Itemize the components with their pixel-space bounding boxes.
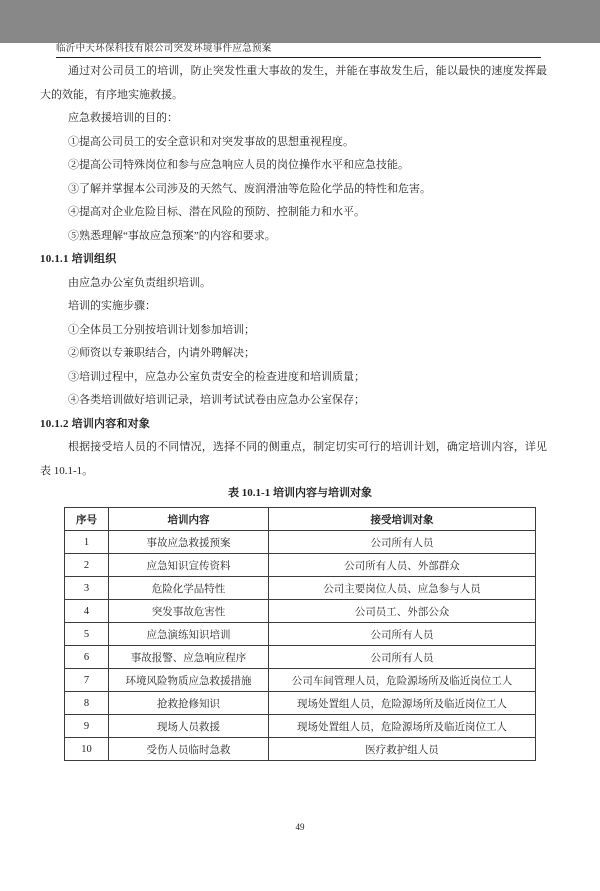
- table-cell: 现场人员救援: [109, 715, 269, 738]
- table-cell: 公司车间管理人员，危险源场所及临近岗位工人: [269, 669, 536, 692]
- paragraph: ②师资以专兼职结合，内请外聘解决；: [68, 347, 255, 359]
- section-heading: 10.1.1 培训组织: [40, 253, 117, 265]
- paragraph: ①提高公司员工的安全意识和对突发事故的思想重视程度。: [68, 135, 354, 148]
- table-cell: 公司所有人员: [269, 531, 536, 554]
- table-cell: 公司所有人员: [269, 623, 536, 646]
- table-row: [65, 554, 536, 577]
- table-row: [65, 577, 536, 600]
- table-cell: 现场处置组人员，危险源场所及临近岗位工人: [269, 715, 536, 738]
- paragraph: ③培训过程中，应急办公室负责安全的检查进度和培训质量；: [68, 370, 365, 383]
- table-cell: 4: [65, 600, 109, 623]
- table-cell: 抢救抢修知识: [109, 692, 269, 715]
- table-cell: 公司所有人员: [269, 646, 536, 669]
- table-cell: 公司所有人员、外部群众: [269, 554, 536, 577]
- table-cell: 2: [65, 554, 109, 577]
- training-table: [64, 507, 536, 761]
- section-heading: 10.1.2 培训内容和对象: [40, 417, 151, 430]
- paragraph: 应急救援培训的目的：: [68, 112, 178, 124]
- paragraph: ②提高公司特殊岗位和参与应急响应人员的岗位操作水平和应急技能。: [68, 159, 409, 171]
- table-row: [65, 531, 536, 554]
- paragraph: ③了解并掌握本公司涉及的天然气、废润滑油等危险化学品的特性和危害。: [68, 182, 431, 195]
- table-row: [65, 600, 536, 623]
- page-header: [56, 43, 541, 58]
- paragraph: 培训的实施步骤：: [68, 300, 156, 312]
- paragraph: 通过对公司员工的培训，防止突发性重大事故的发生，并能在事故发生后，能以最快的速度发挥最大的效能，有序地实施救援。: [40, 65, 547, 101]
- table-row: [65, 623, 536, 646]
- paragraph: ⑤熟悉理解“事故应急预案”的内容和要求。: [68, 229, 276, 242]
- table-cell: 6: [65, 646, 109, 669]
- table-cell: 9: [65, 715, 109, 738]
- table-row: [65, 715, 536, 738]
- document-body: [40, 60, 547, 483]
- table-row: [65, 646, 536, 669]
- table-row: [65, 738, 536, 761]
- table-cell: 应急演练知识培训: [109, 623, 269, 646]
- table-row: [65, 692, 536, 715]
- table-cell: 公司员工、外部公众: [269, 600, 536, 623]
- table-cell: 应急知识宣传资料: [109, 554, 269, 577]
- table-cell: 事故报警、应急响应程序: [109, 646, 269, 669]
- table-header-cell: 培训内容: [109, 508, 269, 531]
- paragraph: 根据接受培人员的不同情况，选择不同的侧重点，制定切实可行的培训计划，确定培训内容，详见表 10.1-1。: [40, 441, 547, 477]
- table-caption: 表 10.1-1 培训内容与培训对象: [228, 487, 372, 499]
- table-header-cell: 序号: [65, 508, 109, 531]
- page-number: 49: [295, 822, 305, 832]
- paragraph: ①全体员工分别按培训计划参加培训；: [68, 323, 255, 336]
- table-cell: 突发事故危害性: [109, 600, 269, 623]
- table-header-cell: 接受培训对象: [269, 508, 536, 531]
- table-cell: 5: [65, 623, 109, 646]
- table-cell: 危险化学品特性: [109, 577, 269, 600]
- header-title: 临沂中天环保科技有限公司突发环境事件应急预案: [56, 44, 272, 54]
- paragraph: ④各类培训做好培训记录，培训考试试卷由应急办公室保存；: [68, 394, 365, 406]
- table-cell: 事故应急救援预案: [109, 531, 269, 554]
- document-page: [0, 43, 600, 891]
- table-cell: 环境风险物质应急救援措施: [109, 669, 269, 692]
- table-row: [65, 669, 536, 692]
- table-cell: 7: [65, 669, 109, 692]
- table-cell: 10: [65, 738, 109, 761]
- table-header-row: [65, 508, 536, 531]
- table-cell: 受伤人员临时急救: [109, 738, 269, 761]
- table-cell: 公司主要岗位人员、应急参与人员: [269, 577, 536, 600]
- table-cell: 8: [65, 692, 109, 715]
- table-cell: 1: [65, 531, 109, 554]
- table-cell: 医疗救护组人员: [269, 738, 536, 761]
- paragraph: ④提高对企业危险目标、潜在风险的预防、控制能力和水平。: [68, 206, 365, 218]
- paragraph: 由应急办公室负责组织培训。: [68, 276, 211, 289]
- table-cell: 现场处置组人员，危险源场所及临近岗位工人: [269, 692, 536, 715]
- table-cell: 3: [65, 577, 109, 600]
